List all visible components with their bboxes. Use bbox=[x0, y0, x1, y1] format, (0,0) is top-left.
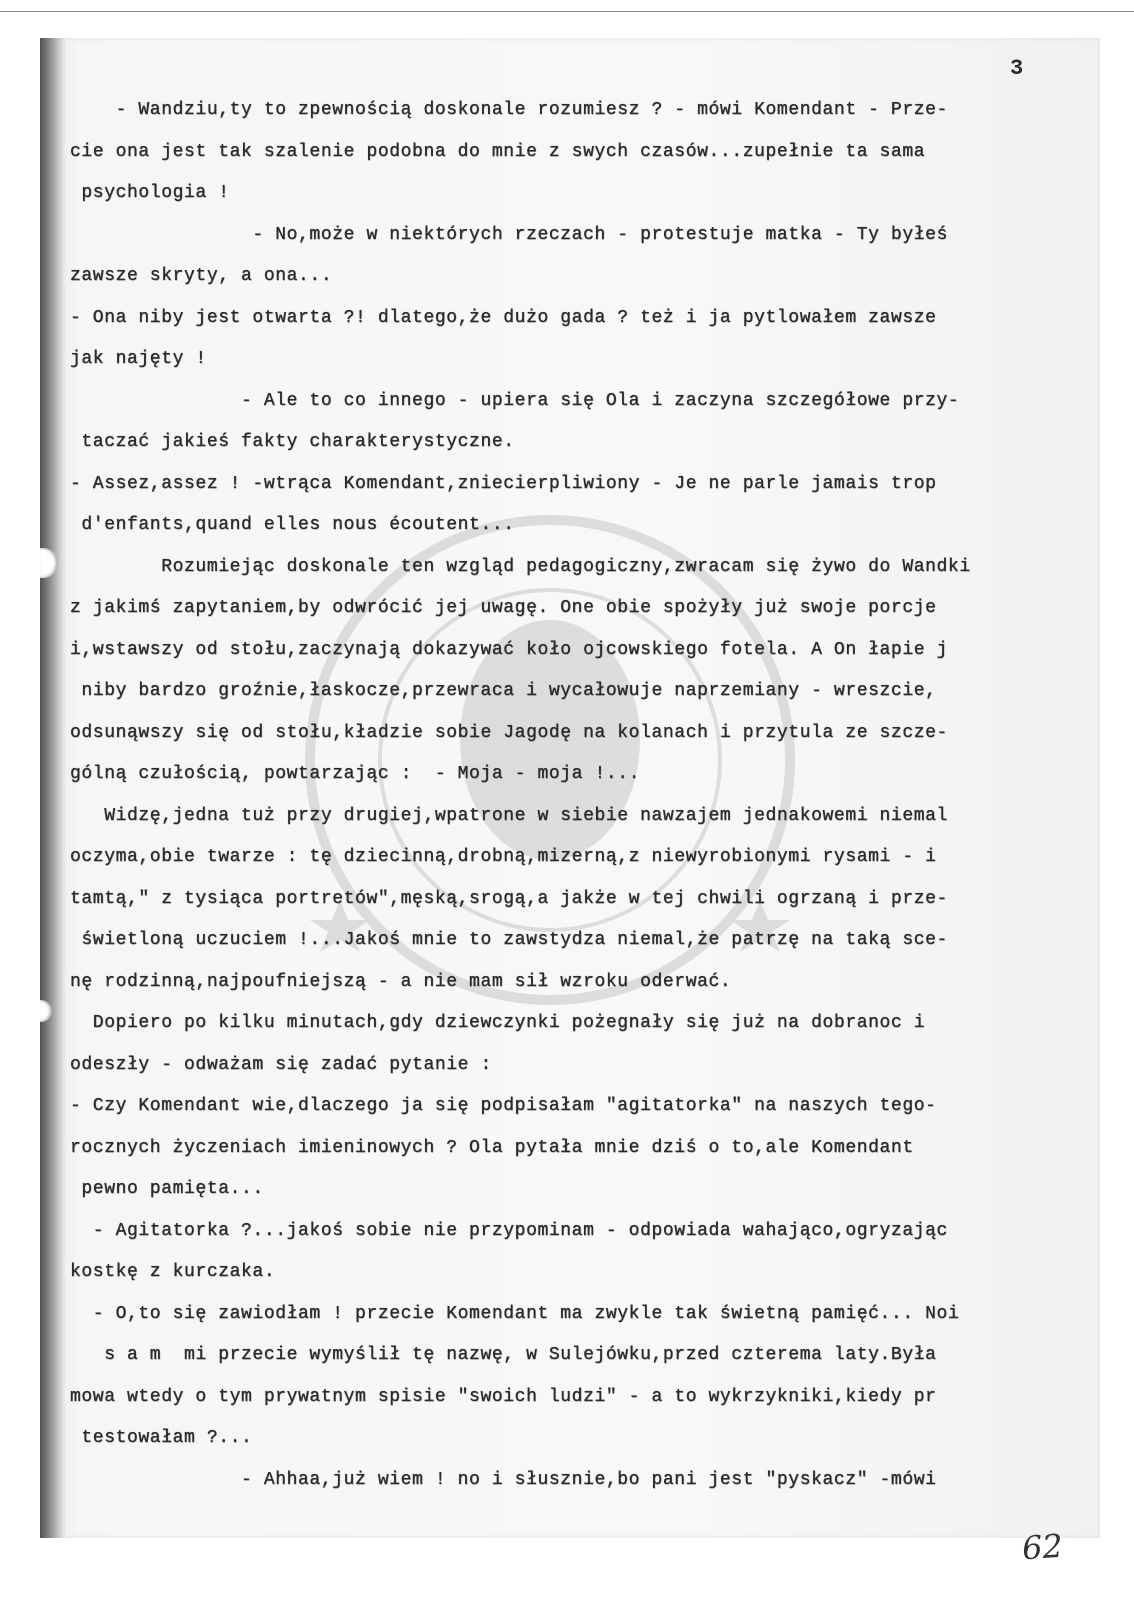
typed-line: tamtą," z tysiąca portretów",męską,srogą,a jakże w tej chwili ogrzaną i prze- bbox=[70, 888, 948, 909]
typed-line: testowałam ?... bbox=[70, 1428, 253, 1448]
typed-line: odsunąwszy się od stołu,kładzie sobie Jagodę na kolanach i przytula ze szcze- bbox=[70, 722, 948, 743]
typed-line: jak najęty ! bbox=[70, 349, 207, 369]
typed-line: d'enfants,quand elles nous écoutent... bbox=[70, 515, 515, 535]
typed-line: niby bardzo groźnie,łaskocze,przewraca i wycałowuje naprzemiany - wreszcie, bbox=[70, 681, 937, 701]
typed-line: kostkę z kurczaka. bbox=[70, 1262, 276, 1282]
typed-line: świetloną uczuciem !...Jakoś mnie to zawstydza niemal,że patrzę na taką sce- bbox=[70, 930, 948, 950]
binding-shadow bbox=[40, 38, 66, 1538]
typed-line: Dopiero po kilku minutach,gdy dziewczynki pożegnały się już na dobranoc i bbox=[70, 1013, 926, 1033]
page-number: 3 bbox=[1010, 56, 1024, 81]
typed-line: gólną czułością, powtarzając : - Moja - moja !... bbox=[70, 764, 641, 784]
typed-line: nę rodzinną,najpoufniejszą - a nie mam sił wzroku oderwać. bbox=[70, 971, 732, 992]
typed-line: psychologia ! bbox=[70, 183, 230, 203]
typed-line: - Ale to co innego - upiera się Ola i zaczyna szczegółowe przy- bbox=[70, 390, 960, 411]
typed-line: mowa wtedy o tym prywatnym spisie "swoich ludzi" - a to wykrzykniki,kiedy pr bbox=[70, 1386, 937, 1407]
typed-line: i,wstawszy od stołu,zaczynają dokazywać koło ojcowskiego fotela. A On łapie j bbox=[70, 639, 948, 660]
typed-line: s a m mi przecie wymyślił tę nazwę, w Sulejówku,przed czterema laty.Była bbox=[70, 1345, 937, 1365]
typed-line: - Ona niby jest otwarta ?! dlatego,że dużo gada ? też i ja pytlowałem zawsze bbox=[70, 307, 937, 328]
typed-line: - O,to się zawiodłam ! przecie Komendant ma zwykle tak świetną pamięć... Noi bbox=[70, 1303, 960, 1324]
scan-border-line bbox=[0, 11, 1134, 12]
typed-line: oczyma,obie twarze : tę dziecinną,drobną,mizerną,z niewyrobionymi rysami - i bbox=[70, 847, 937, 867]
typed-line: pewno pamięta... bbox=[70, 1179, 264, 1199]
typed-line: z jakimś zapytaniem,by odwrócić jej uwagę. One obie spożyły już swoje porcje bbox=[70, 598, 937, 618]
typed-line: Widzę,jedna tuż przy drugiej,wpatrone w siebie nawzajem jednakowemi niemal bbox=[70, 805, 948, 826]
typed-line: taczać jakieś fakty charakterystyczne. bbox=[70, 432, 515, 452]
typed-line: - Czy Komendant wie,dlaczego ja się podpisałam "agitatorka" na naszych tego- bbox=[70, 1096, 937, 1116]
typed-line: cie ona jest tak szalenie podobna do mnie z swych czasów...zupełnie ta sama bbox=[70, 141, 926, 162]
typed-line: - Ahhaa,już wiem ! no i słusznie,bo pani jest "pyskacz" -mówi bbox=[70, 1469, 937, 1490]
typed-line: odeszły - odważam się zadać pytanie : bbox=[70, 1054, 492, 1075]
typed-line: - Wandziu,ty to zpewnością doskonale rozumiesz ? - mówi Komendant - Prze- bbox=[70, 100, 948, 120]
typed-line: rocznych życzeniach imieninowych ? Ola pytała mnie dziś o to,ale Komendant bbox=[70, 1137, 914, 1158]
typed-line: Rozumiejąc doskonale ten wzgląd pedagogiczny,zwracam się żywo do Wandki bbox=[70, 556, 971, 577]
archive-folio-number: 62 bbox=[1020, 1526, 1064, 1568]
typed-line: - Agitatorka ?...jakoś sobie nie przypominam - odpowiada wahająco,ogryzając bbox=[70, 1220, 948, 1241]
typed-line: - No,może w niektórych rzeczach - protestuje matka - Ty byłeś bbox=[70, 224, 948, 245]
typed-line: zawsze skryty, a ona... bbox=[70, 266, 333, 286]
typed-line: - Assez,assez ! -wtrąca Komendant,zniecierpliwiony - Je ne parle jamais trop bbox=[70, 473, 937, 494]
